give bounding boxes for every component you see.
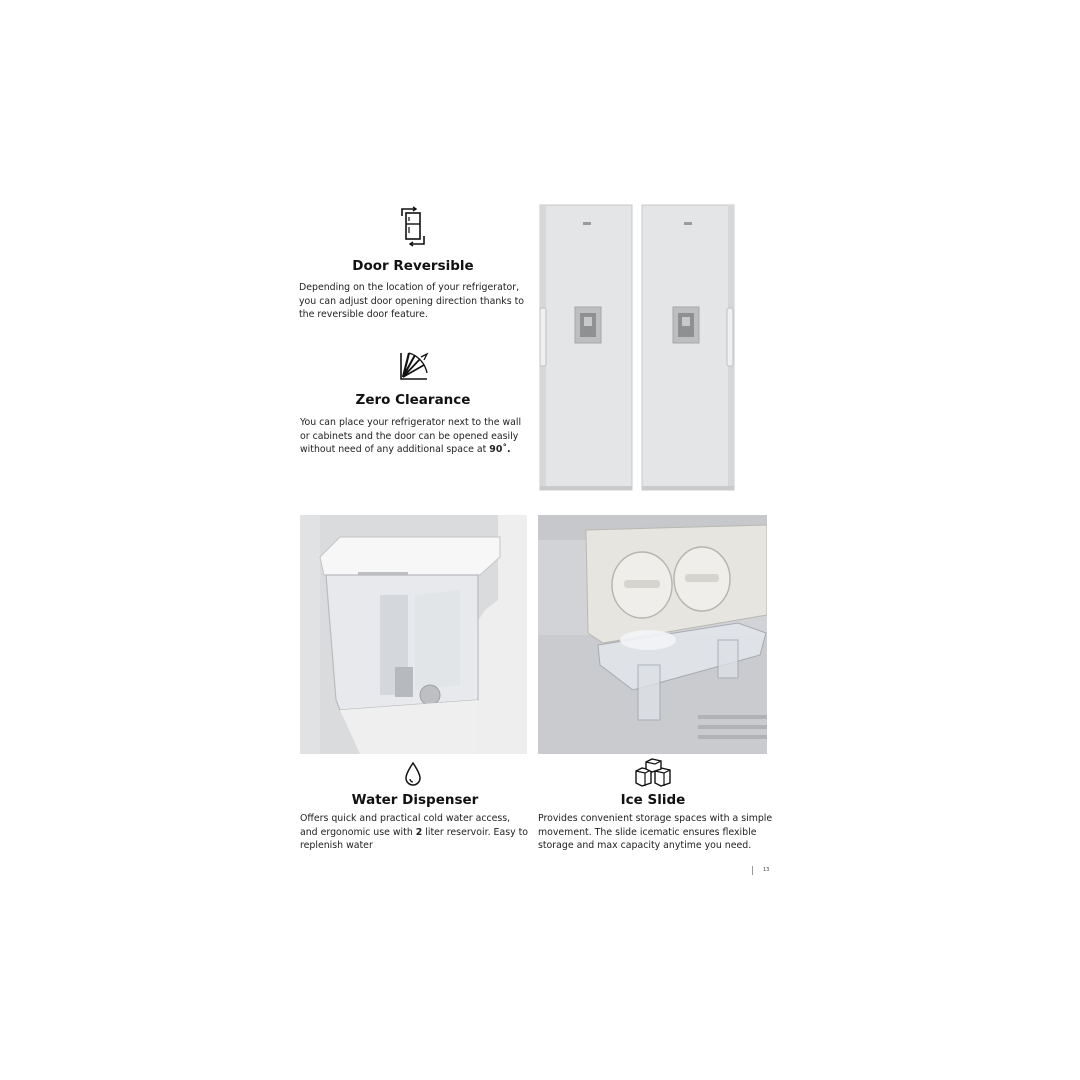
door-reversible-description: Depending on the location of your refrigerator, you can adjust door opening direction thanks to the reversible door feature. bbox=[299, 282, 525, 321]
door-reversible-icon bbox=[399, 206, 429, 248]
page-number-divider bbox=[752, 866, 753, 875]
ice-slide-title: Ice Slide bbox=[620, 792, 686, 808]
water-dispenser-capacity: 2 bbox=[415, 826, 423, 838]
ice-slide-photo bbox=[538, 515, 767, 754]
water-dispenser-description bbox=[300, 812, 530, 853]
water-reservoir-photo bbox=[300, 515, 527, 754]
water-dispenser-text: Offers quick and practical cold water access, and ergonomic use with bbox=[300, 813, 511, 838]
zero-clearance-icon bbox=[399, 351, 429, 381]
ice-slide-description: Provides convenient storage spaces with a simple movement. The slide icematic ensures flexible storage and max capacity anytime you need. bbox=[538, 813, 773, 852]
page-number: 13 bbox=[763, 867, 770, 873]
water-dispenser-title: Water Dispenser bbox=[351, 792, 479, 808]
zero-clearance-title: Zero Clearance bbox=[355, 392, 471, 408]
ice-cubes-icon bbox=[633, 757, 673, 789]
zero-clearance-text: You can place your refrigerator next to the wall or cabinets and the door can be opened easily without need of any additional space at bbox=[300, 417, 522, 456]
water-drop-icon bbox=[403, 761, 423, 787]
zero-clearance-angle: 90˚. bbox=[489, 444, 511, 456]
water-dispenser-text-after: liter reservoir. Easy to replenish water bbox=[300, 826, 529, 852]
refrigerators-photo bbox=[536, 200, 740, 494]
door-reversible-title: Door Reversible bbox=[352, 258, 474, 274]
zero-clearance-description bbox=[300, 416, 528, 457]
